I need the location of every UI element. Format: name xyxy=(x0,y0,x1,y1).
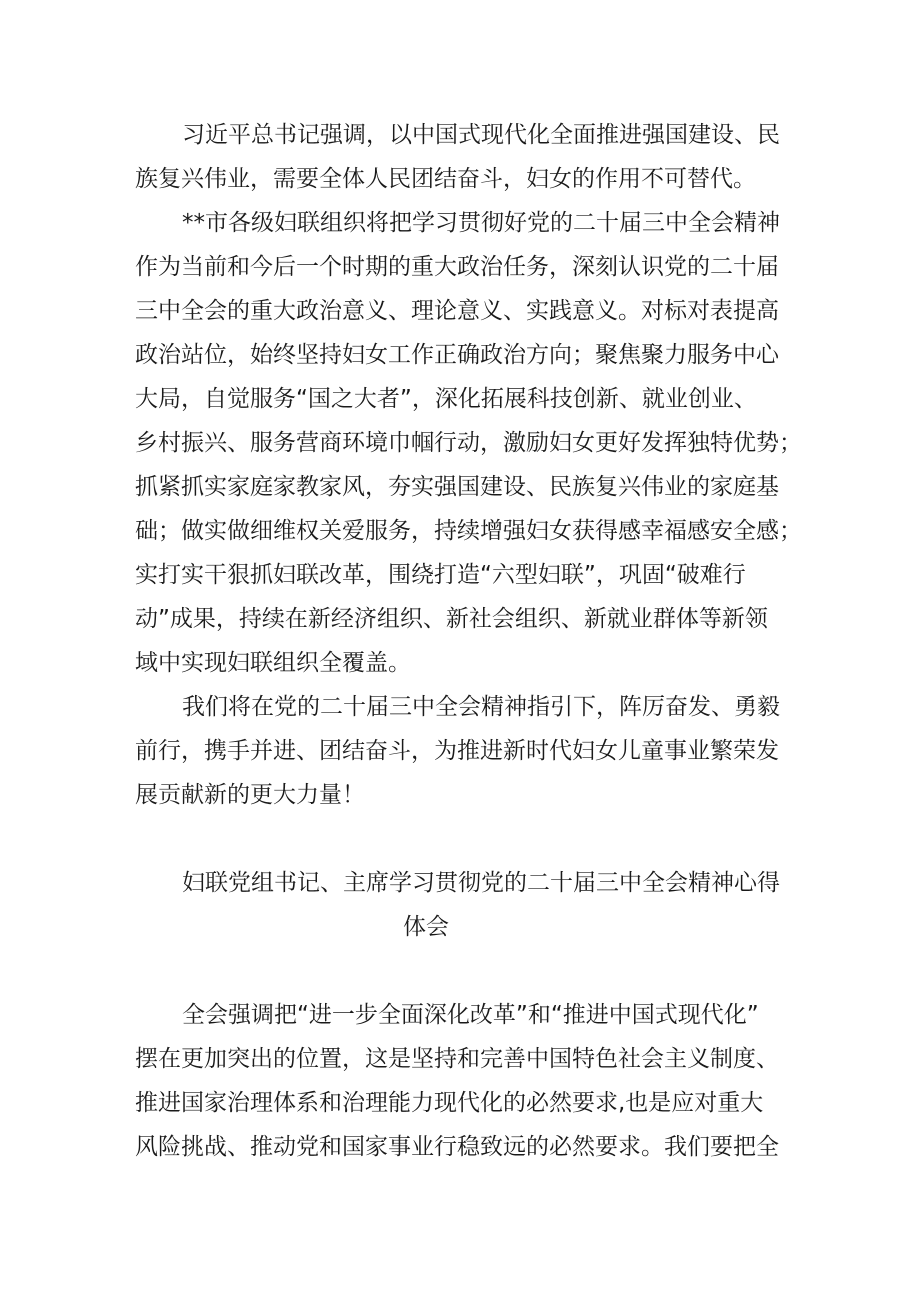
paragraph-1-line-2: 族复兴伟业，需要全体人民团结奋斗，妇女的作用不可替代。 xyxy=(135,166,756,192)
paragraph-3-line-1: 我们将在党的二十届三中全会精神指引下，阵厉奋发、勇毅 xyxy=(182,694,780,720)
paragraph-2-line-1: **市各级妇联组织将把学习贯彻好党的二十届三中全会精神 xyxy=(182,210,780,236)
paragraph-2-line-4: 政治站位，始终坚持妇女工作正确政治方向；聚焦聚力服务中心 xyxy=(135,342,779,368)
paragraph-2-line-6: 乡村振兴、服务营商环境巾帼行动，激励妇女更好发挥独特优势； xyxy=(135,430,802,456)
paragraph-2-line-5: 大局，自觉服务“国之大者”，深化拓展科技创新、就业创业、 xyxy=(135,386,757,412)
closing-paragraph-line-1: 全会强调把“进一步全面深化改革”和“推进中国式现代化” xyxy=(182,1002,759,1028)
paragraph-2-line-2: 作为当前和今后一个时期的重大政治任务，深刻认识党的二十届 xyxy=(135,254,779,280)
closing-paragraph-line-2: 摆在更加突出的位置，这是坚持和完善中国特色社会主义制度、 xyxy=(135,1046,779,1072)
closing-paragraph-line-4: 风险挑战、推动党和国家事业行稳致远的必然要求。我们要把全 xyxy=(135,1134,779,1160)
paragraph-2-line-9: 实打实干狠抓妇联改革，围绕打造“六型妇联”，巩固“破难行 xyxy=(135,562,746,588)
paragraph-2-line-11: 域中实现妇联组织全覆盖。 xyxy=(135,650,411,676)
paragraph-3-line-2: 前行，携手并进、团结奋斗，为推进新时代妇女儿童事业繁荣发 xyxy=(135,738,779,764)
section-title-line-1: 妇联党组书记、主席学习贯彻党的二十届三中全会精神心得 xyxy=(182,870,780,896)
paragraph-2-line-10: 动”成果，持续在新经济组织、新社会组织、新就业群体等新领 xyxy=(135,606,768,632)
section-title-line-2: 体会 xyxy=(403,914,449,940)
paragraph-2-line-7: 抓紧抓实家庭家教家风，夯实强国建设、民族复兴伟业的家庭基 xyxy=(135,474,779,500)
paragraph-3-line-3: 展贡献新的更大力量！ xyxy=(135,782,365,808)
paragraph-1-line-1: 习近平总书记强调，以中国式现代化全面推进强国建设、民 xyxy=(182,122,780,148)
closing-paragraph-line-3: 推进国家治理体系和治理能力现代化的必然要求,也是应对重大 xyxy=(135,1090,764,1116)
paragraph-2-line-3: 三中全会的重大政治意义、理论意义、实践意义。对标对表提高 xyxy=(135,298,779,324)
paragraph-2-line-8: 础；做实做细维权关爱服务，持续增强妇女获得感幸福感安全感； xyxy=(135,518,802,544)
